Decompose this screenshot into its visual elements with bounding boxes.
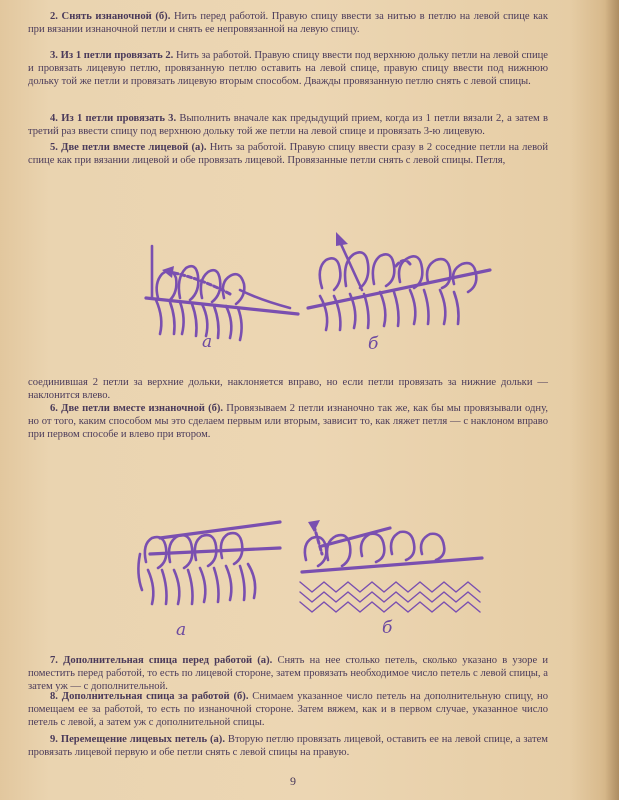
paragraph-title: Две петли вместе изнаночной (б). bbox=[61, 403, 224, 414]
paragraph-text: Нить за работой. Правую спицу ввести сразу в 2 соседние петли на левой спице как при вязании лицевой и обе провязать лицевой. Провязанные петли снять с левой спицы. Петля, bbox=[28, 142, 549, 167]
page-edge-shadow bbox=[605, 0, 619, 800]
paragraph-number: 2. bbox=[50, 11, 58, 22]
figure-cable-front-a bbox=[130, 514, 290, 624]
paragraph-number: 5. bbox=[50, 142, 58, 153]
paragraph-number: 6. bbox=[50, 403, 58, 414]
paragraph-7 bbox=[28, 654, 548, 694]
figure-label-a: а bbox=[202, 332, 213, 352]
paragraph-5-continued bbox=[28, 376, 548, 402]
paragraph-6 bbox=[28, 402, 548, 442]
figure-label-b: б bbox=[382, 618, 393, 638]
paragraph-text: Нить за работой. Правую спицу ввести под верхнюю дольку петли на левой спице и провязать лицевую петлю, провязанную петлю оставить на левой спице, правую спицу ввести под нижнюю дольку той же петли и провязать лицевую вторым способом. Дважды провязанную петлю снять с левой спицы. bbox=[28, 50, 548, 88]
paragraph-number: 4. bbox=[50, 113, 58, 124]
paragraph-2 bbox=[28, 10, 548, 36]
paragraph-text: Нить перед работой. Правую спицу ввести за нитью в петлю на левой спице как при вязании изнаночной петли и снять ее непровязанной на левую спицу. bbox=[28, 11, 549, 36]
figure-label-a: а bbox=[176, 620, 187, 640]
paragraph-title: Две петли вместе лицевой (а). bbox=[61, 142, 207, 153]
paragraph-number: 7. bbox=[50, 655, 58, 666]
page-number: 9 bbox=[290, 774, 296, 788]
figure-purl-two-together-b bbox=[300, 226, 500, 358]
paragraph-4 bbox=[28, 112, 548, 138]
paragraph-9 bbox=[28, 733, 548, 759]
figure-knit-two-together-a bbox=[140, 238, 300, 358]
paragraph-text: Выполнить вначале как предыдущий прием, когда из 1 петли вязали 2, а затем в третий раз ввести спицу под верхнюю дольку той же петли на левой спице и провязать 3-ю лицевую. bbox=[28, 113, 548, 138]
figure-cable-back-b bbox=[292, 510, 492, 628]
paragraph-3 bbox=[28, 49, 548, 89]
paragraph-number: 3. bbox=[50, 50, 58, 61]
paragraph-title: Из 1 петли провязать 2. bbox=[60, 50, 174, 61]
paragraph-title: Перемещение лицевых петель (а). bbox=[60, 734, 225, 745]
paragraph-text: Снимаем указанное число петель на дополнительную спицу, но помещаем ее за работой, то есть по изнаночной стороне. Затем вяжем, как и в первом случае, указанное число петель с левой, а затем уж с дополнительной спицы. bbox=[28, 691, 549, 729]
paragraph-title: Снять изнаночной (б). bbox=[61, 11, 171, 22]
paragraph-text: Снять на нее столько петель, сколько указано в узоре и поместить перед работой, то есть по лицевой стороне, затем провязать необходимое число петель с левой спицы, а затем уж — с дополнительной. bbox=[28, 655, 548, 693]
figure-label-b: б bbox=[368, 334, 379, 354]
paragraph-number: 9. bbox=[50, 734, 58, 745]
paragraph-5 bbox=[28, 141, 548, 167]
paragraph-text: Провязываем 2 петли изнаночно так же, как бы мы провязывали одну, но от того, каким способом мы это сделаем первым или вторым, зависит то, как ляжет петля — с наклоном вправо при первом способе и влево при втором. bbox=[28, 403, 548, 441]
paragraph-8 bbox=[28, 690, 548, 730]
paragraph-text: соединившая 2 петли за верхние дольки, наклоняется вправо, но если петли провязать за нижние дольки — наклонится влево. bbox=[28, 377, 548, 402]
paragraph-title: Дополнительная спица перед работой (а). bbox=[63, 655, 273, 666]
paragraph-number: 8. bbox=[50, 691, 58, 702]
paragraph-title: Из 1 петли провязать 3. bbox=[61, 113, 177, 124]
paragraph-text: Вторую петлю провязать лицевой, оставить ее на левой спице, а затем провязать лицевой первую и обе петли снять с левой спицы на правую. bbox=[28, 734, 548, 759]
paragraph-title: Дополнительная спица за работой (б). bbox=[61, 691, 249, 702]
